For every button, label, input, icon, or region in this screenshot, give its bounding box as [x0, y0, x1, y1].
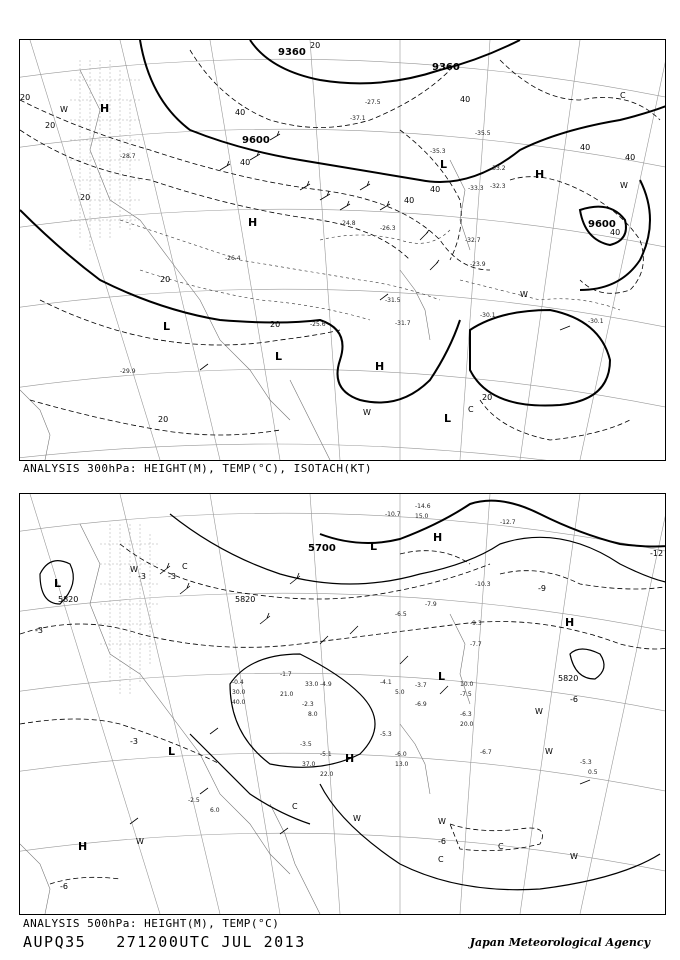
temp-label: -10.3 — [475, 581, 491, 588]
temp-label: -2.3 — [302, 701, 314, 708]
temp-label: 40.0 — [232, 699, 246, 706]
isotherms-500 — [20, 544, 665, 884]
temp-label: -30.1 — [480, 312, 496, 319]
temp-label: -29.9 — [120, 368, 136, 375]
temp-label: -24.8 — [340, 220, 356, 227]
temp-label: 8.0 — [308, 711, 318, 718]
warm-center: W — [620, 181, 628, 190]
temp-label: -10.7 — [385, 511, 401, 518]
cold-center: C — [498, 842, 504, 851]
height-label: 5700 — [308, 543, 336, 554]
chart-500hpa — [20, 494, 665, 914]
warm-center: W — [353, 814, 361, 823]
isotach-label: 20 — [270, 320, 281, 329]
temp-label: -0.4 — [232, 679, 244, 686]
temp-label: 5.0 — [395, 689, 405, 696]
high-center: H — [345, 752, 355, 765]
cold-center: C — [182, 562, 188, 571]
high-center: H — [535, 168, 545, 181]
temp-label: -31.5 — [385, 297, 401, 304]
temp-label: 0.5 — [588, 769, 598, 776]
temp-label: -6.5 — [395, 611, 407, 618]
isotherm-label: -6 — [438, 837, 446, 846]
height-label: 5820 — [558, 674, 579, 683]
temp-label: -5.3 — [580, 759, 592, 766]
height-label: 9600 — [588, 219, 616, 230]
isotach-label: 40 — [240, 158, 251, 167]
graticule-300 — [20, 40, 665, 460]
high-center: H — [78, 840, 88, 853]
temp-label: -33.3 — [468, 185, 484, 192]
warm-center: W — [520, 290, 528, 299]
chart-identifier — [23, 933, 306, 951]
hatch-500 — [100, 524, 160, 694]
low-center: L — [163, 320, 171, 333]
isotherms-300 — [120, 220, 620, 320]
high-center: H — [375, 360, 385, 373]
coastline-300 — [20, 70, 470, 460]
low-center: L — [54, 577, 62, 590]
isotach-label: 20 — [310, 41, 321, 50]
temp-label: -3.7 — [415, 682, 427, 689]
map-panel-300hpa — [19, 39, 666, 461]
isotach-label: 20 — [80, 193, 91, 202]
agency-credit: Japan Meteorological Agency — [469, 936, 650, 949]
high-center: H — [100, 102, 110, 115]
map-panel-500hpa — [19, 493, 666, 915]
temp-label: 20.0 — [460, 721, 474, 728]
isotach-label: 20 — [160, 275, 171, 284]
isotach-label: 20 — [45, 121, 56, 130]
temp-label: -27.5 — [365, 99, 381, 106]
isotach-label: 40 — [404, 196, 415, 205]
low-center: L — [438, 670, 446, 683]
temp-label: -1.7 — [280, 671, 292, 678]
warm-center: W — [363, 408, 371, 417]
graticule-500 — [20, 494, 665, 914]
temp-label: 22.0 — [320, 771, 334, 778]
high-center: H — [433, 531, 443, 544]
isotherm-label: -3 — [168, 572, 176, 581]
temp-label: -23.9 — [470, 261, 486, 268]
isotachs-300 — [20, 50, 660, 440]
isotherm-label: -3 — [130, 737, 138, 746]
product-code: AUPQ35 — [23, 933, 87, 951]
warm-center: W — [545, 747, 553, 756]
temp-label: 10.0 — [460, 681, 474, 688]
isotherm-label: -12 — [650, 549, 664, 558]
isotach-label: 40 — [430, 185, 441, 194]
temp-label: -3.5 — [300, 741, 312, 748]
temp-label: -35.3 — [430, 148, 446, 155]
warm-center: W — [535, 707, 543, 716]
isotach-label: 20 — [482, 393, 493, 402]
temp-label: -6.7 — [480, 749, 492, 756]
isotherm-label: -3 — [138, 572, 146, 581]
high-center: H — [248, 216, 258, 229]
low-center: L — [444, 412, 452, 425]
temp-label: -4.9 — [320, 681, 332, 688]
low-center: L — [370, 540, 378, 553]
chart-300hpa — [20, 40, 665, 460]
temp-label: -12.7 — [500, 519, 516, 526]
temp-label: -35.5 — [475, 130, 491, 137]
isotach-label: 40 — [625, 153, 636, 162]
temp-label: -6.3 — [460, 711, 472, 718]
temp-label: -5.1 — [320, 751, 332, 758]
warm-center: W — [570, 852, 578, 861]
temp-label: -2.5 — [188, 797, 200, 804]
isotherm-label: -9 — [538, 584, 546, 593]
warm-center: W — [60, 105, 68, 114]
isotach-label: 20 — [20, 93, 31, 102]
valid-time: 271200UTC JUL 2013 — [116, 933, 306, 951]
height-label: 5820 — [58, 595, 79, 604]
temp-label: -33.2 — [490, 165, 506, 172]
cold-center: C — [438, 855, 444, 864]
cold-center: C — [292, 802, 298, 811]
temp-label: -7.9 — [425, 601, 437, 608]
temp-label: -7.7 — [470, 641, 482, 648]
warm-center: W — [438, 817, 446, 826]
temp-label: 30.0 — [232, 689, 246, 696]
temp-label: 6.0 — [210, 807, 220, 814]
temp-label: 33.0 — [305, 681, 319, 688]
temp-label: 13.0 — [395, 761, 409, 768]
isotach-label: 40 — [235, 108, 246, 117]
cold-center: C — [468, 405, 474, 414]
isotach-label: 40 — [460, 95, 471, 104]
panel-caption-300hpa: ANALYSIS 300hPa: HEIGHT(M), TEMP(°C), ISOTACH(KT) — [23, 462, 373, 475]
isotherm-label: -6 — [570, 695, 578, 704]
isotach-label: 40 — [610, 228, 621, 237]
temp-label: -5.3 — [380, 731, 392, 738]
temp-label: -31.7 — [395, 320, 411, 327]
isotach-label: 20 — [158, 415, 169, 424]
warm-center: W — [130, 565, 138, 574]
temp-label: -26.3 — [380, 225, 396, 232]
temp-label: -14.6 — [415, 503, 431, 510]
warm-center: W — [136, 837, 144, 846]
isotherm-label: -3 — [35, 626, 43, 635]
isotherm-label: -6 — [60, 882, 68, 891]
temp-label: 21.0 — [280, 691, 294, 698]
height-label: 9600 — [242, 135, 270, 146]
temp-label: -6.9 — [415, 701, 427, 708]
isotach-label: 40 — [580, 143, 591, 152]
height-label: 9360 — [432, 62, 460, 73]
wind-barbs-300 — [200, 131, 570, 370]
temp-label: 15.0 — [415, 513, 429, 520]
temp-label: -26.4 — [225, 255, 241, 262]
temp-label: 37.0 — [302, 761, 316, 768]
temp-label: -9.3 — [470, 620, 482, 627]
temp-label: -7.5 — [460, 691, 472, 698]
temp-label: -28.7 — [120, 153, 136, 160]
height-label: 9360 — [278, 47, 306, 58]
high-center: H — [565, 616, 575, 629]
low-center: L — [168, 745, 176, 758]
low-center: L — [440, 158, 448, 171]
temp-label: -37.1 — [350, 115, 366, 122]
temp-label: -25.6 — [310, 321, 326, 328]
wind-barbs-500 — [130, 563, 590, 834]
panel-caption-500hpa: ANALYSIS 500hPa: HEIGHT(M), TEMP(°C) — [23, 917, 280, 930]
cold-center: C — [620, 91, 626, 100]
temp-label: -4.1 — [380, 679, 392, 686]
temp-label: -30.1 — [588, 318, 604, 325]
temp-label: -32.7 — [465, 237, 481, 244]
low-center: L — [275, 350, 283, 363]
height-label: 5820 — [235, 595, 256, 604]
temp-label: -32.3 — [490, 183, 506, 190]
temp-label: -6.0 — [395, 751, 407, 758]
